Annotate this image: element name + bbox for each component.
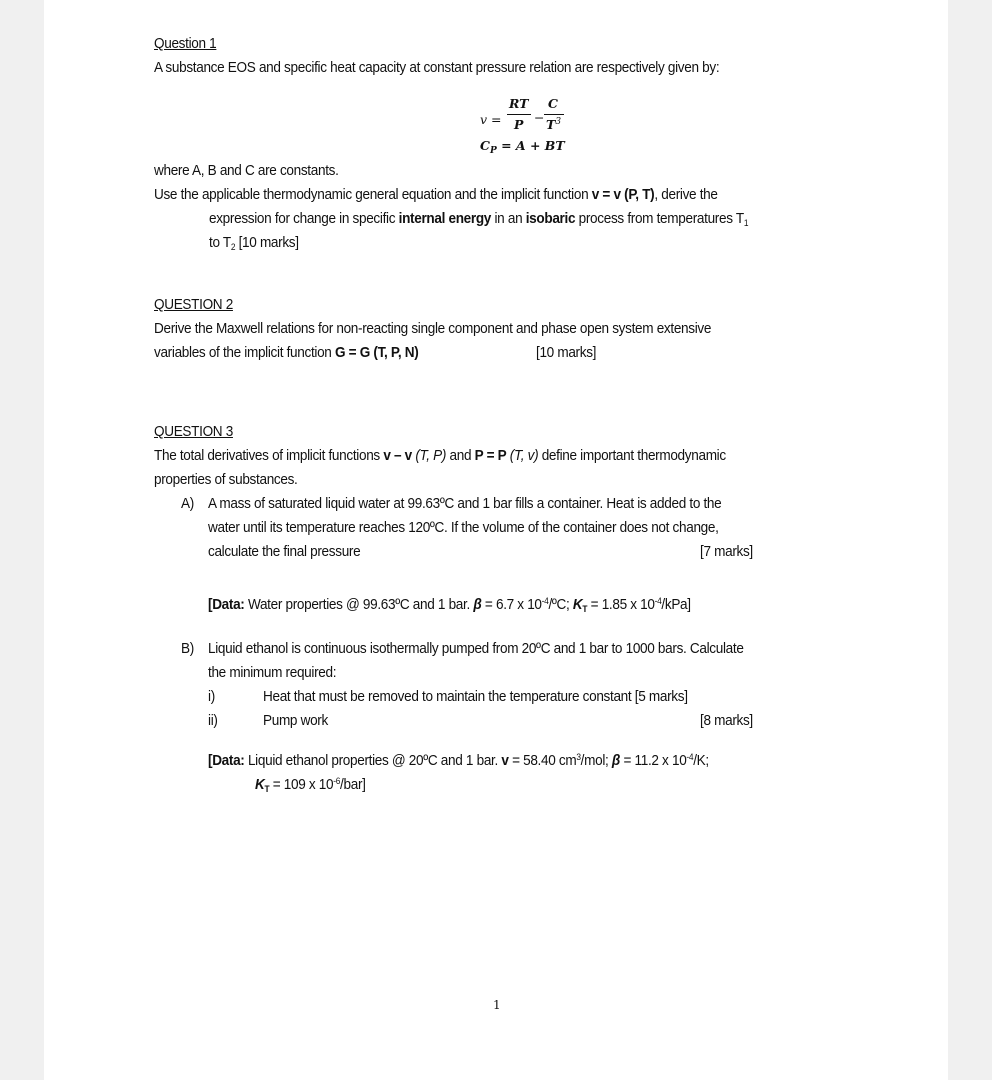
eq2-lhs-sub: P bbox=[489, 146, 497, 156]
q3-line2: properties of substances. bbox=[154, 472, 298, 488]
q1-task-line3: to $T_2$ [10 marks] bbox=[209, 235, 299, 252]
q1-intro: A substance EOS and specific heat capacity at constant pressure relation are respectively given by: bbox=[154, 60, 720, 76]
q3-b-data-line1: [Data: Liquid ethanol properties @ 20ºC and 1 bar. v = 58.40 $cm^3$/mol; β = 11.2 x $10^{-4}/K$; bbox=[208, 752, 709, 769]
eq1-minus: − bbox=[534, 110, 545, 125]
q3-a-data: [Data: Water properties @ 99.63ºC and 1 bar. β = 6.7 x $10^{-4}/ºC$; $K_T = 1.85$ x $10^{-4}/kPa$] bbox=[208, 596, 691, 614]
q1-where: where A, B and C are constants. bbox=[154, 163, 339, 179]
eq2-lhs: C bbox=[480, 138, 490, 153]
q3-b-line2: the minimum required: bbox=[208, 665, 337, 681]
q3-b-ii-marks: [8 marks] bbox=[700, 713, 753, 729]
eq1-lhs: v = bbox=[480, 112, 502, 127]
q1-task-line1: Use the applicable thermodynamic general equation and the implicit function v = v (P, T), derive the bbox=[154, 187, 718, 203]
q1-task-line2: expression for change in specific internal energy in an isobaric process from temperatures $T_1$ bbox=[209, 211, 749, 228]
q3-b-data-line2: $K_T = 109$ x $10^{-6}/bar$] bbox=[255, 776, 366, 794]
page-number: 1 bbox=[493, 998, 501, 1012]
eq1-den1: P bbox=[514, 117, 524, 132]
q3-a-line3: calculate the final pressure bbox=[208, 544, 361, 560]
eq2-rhs: = A + BT bbox=[501, 138, 565, 153]
q3-line1: The total derivatives of implicit functions v – v (T, P) and P = P (T, v) define important thermodynamic bbox=[154, 448, 726, 464]
q3-a-line2: water until its temperature reaches 120ºC. If the volume of the container does not change, bbox=[208, 520, 719, 536]
q3-b-line1: Liquid ethanol is continuous isothermally pumped from 20ºC and 1 bar to 1000 bars. Calculate bbox=[208, 641, 744, 657]
q2-line2: variables of the implicit function G = G (T, P, N) bbox=[154, 345, 419, 361]
q3-b-ii-label: ii) bbox=[208, 713, 218, 729]
q3-a-marks: [7 marks] bbox=[700, 544, 753, 560]
q3-b-ii-text: Pump work bbox=[263, 713, 328, 729]
document-page bbox=[44, 0, 948, 1080]
eq1-num1: RT bbox=[509, 96, 529, 111]
q1-heading: Question 1 bbox=[154, 36, 217, 52]
q2-marks: [10 marks] bbox=[536, 345, 597, 361]
eq1-frac-bar-1 bbox=[507, 114, 531, 115]
q2-line1: Derive the Maxwell relations for non-reacting single component and phase open system extensive bbox=[154, 321, 712, 337]
eq1-num2: C bbox=[548, 96, 558, 111]
q3-heading: QUESTION 3 bbox=[154, 424, 233, 440]
q3-a-line1: A mass of saturated liquid water at 99.63ºC and 1 bar fills a container. Heat is added to the bbox=[208, 496, 722, 512]
q2-heading: QUESTION 2 bbox=[154, 297, 233, 313]
eq1-den2-sup: 3 bbox=[555, 117, 562, 127]
eq1-den2: T bbox=[546, 117, 556, 132]
q3-b-i-label: i) bbox=[208, 689, 215, 705]
eq1-frac-bar-2 bbox=[544, 114, 564, 115]
q3-b-i-text: Heat that must be removed to maintain the temperature constant [5 marks] bbox=[263, 689, 688, 705]
q3-a-label: A) bbox=[181, 496, 194, 512]
q3-b-label: B) bbox=[181, 641, 194, 657]
